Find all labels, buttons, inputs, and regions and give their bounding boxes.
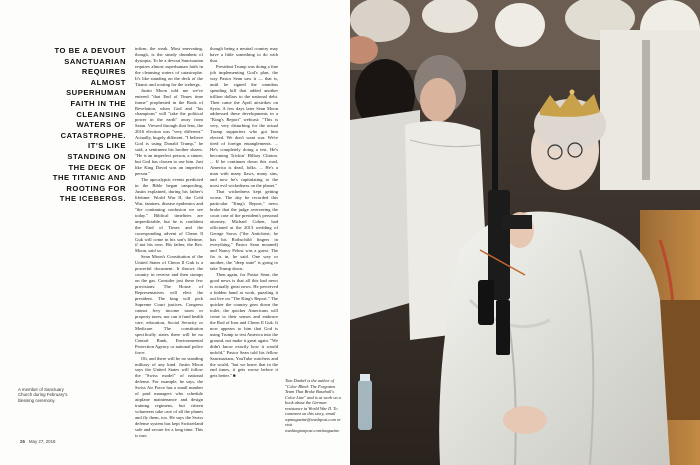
paragraph: Justin Moon told me we've entered "that End of Times time frame" prophesied in the Book of Revelation, when God and "his champions" will "take the political power in the earth" away from Satan. Viewed through that lens, the 2016 election was "very different." Actually, hugely different. "I believe God is using Donald Trump," he said, a sentiment his brother shares. "He is an imperfect person, a sinner, but God has chosen to use him. Just like King David was an imperfect person." bbox=[135, 87, 203, 177]
article-column-2 bbox=[210, 46, 278, 379]
paragraph: President Trump was doing a fine job implementing God's plan, the way Pastor Sean saw it — that is, until he signed the omnibus spending bill that added another trillion dollars to the national debt. Then came the April airstrikes on Syria. A few days later Sean Moon addressed these developments in a "King's Report" webcast: "This is very, very disturbing for the actual Trump supporters who got him elected. We don't want war. We're tired of foreign entanglements. ... He's completely doing a test. He's becoming Trickin' Hillary Clinton. ... If he continues down this road, America is dead, folks. ... He's a man with many flaws, many sins, and now he's capitulating to the most evil wickedness on the planet." bbox=[210, 63, 278, 188]
paragraph: The apocalyptic events predicted in the Bible began unspooling, Justin explained, during his father's lifetime: World War II, the Cold War, famines, disease epidemics and "the continuing confusion we see today." Biblical timelines are unpredictable, but he is confident the End of Times and the corresponding advent of Cheon Il Guk will come in his son's lifetime, if not his own. His father, the Rev. Moon, said so. bbox=[135, 176, 203, 254]
author-endnote: Tom Dunkel is the author of "Color Blind: The Forgotten Team That Broke Baseball's Color Line" and is at work on a book about the German resistance in World War II. To comment on this story, email wpmagazine@washpost.com or visit washingtonpost.com/magazine. bbox=[285, 378, 341, 433]
page-folio bbox=[20, 439, 56, 444]
water-bottle bbox=[358, 374, 372, 430]
paragraph: Sean Moon's Constitution of the United States of Cheon Il Guk is a powerful document. It throws the country in reverse and then stomps on the gas. Consider just these few provisions: The House of Representatives will elect the president. The king will pick Supreme Court justices. Congress cannot levy income taxes or property taxes; nor can it fund health care, education, Social Security or Medicare. The constitution specifically states there will be no Central Bank, Environmental Protection Agency or national police force. bbox=[135, 254, 203, 355]
issue-date: May 27, 2018 bbox=[28, 439, 56, 444]
pull-quote: TO BE A DEVOUT SANCTUARIAN REQUIRES ALMOST SUPERHUMAN FAITH IN THE CLEANSING WATERS OF CATASTROPHE. IT'S LIKE STANDING ON THE DECK OF THE TITANIC AND ROOTING FOR THE ICEBERGS. bbox=[52, 46, 126, 204]
paragraph: Oh, and there will be no standing military of any kind. Justin Moon says the United States will follow the "Swiss model" of national defense. For example, he says, the Swiss Air Force has a small number of paid managers who schedule airplane maintenance and design training regimens, but citizen volunteers take care of all the planes and fly them, too. He says the Swiss defense system has kept Switzerland safe and secure for a long time. This is true, bbox=[135, 355, 203, 438]
paragraph: infirm, the weak. Most enervating, though, is the steady drumbeat of dystopia. To be a devout Sanctuarian requires almost superhuman faith in the cleansing waters of catastrophe. It's like standing on the deck of the Titanic and rooting for the icebergs. bbox=[135, 46, 203, 87]
article-column-1 bbox=[135, 46, 203, 439]
page-number: 26 bbox=[20, 439, 25, 444]
photo-illustration bbox=[350, 0, 700, 465]
paragraph: though being a neutral country may have a little something to do with that. bbox=[210, 46, 278, 63]
feature-photo bbox=[350, 0, 700, 465]
paragraph: Then again, for Pastor Sean, the good news is that all this bad news is actually great news. He perceived a hidden hand at work, puzzling it out live on "The King's Report." The quicker the country goes down the toilet, the quicker Americans will come to their senses and embrace the Rod of Iron and Cheon Il Guk. It now appears to him that God is using Trump to test America into the ground, not make it great again. "We didn't know exactly how it would unfold," Pastor Sean told his fellow Sanctuarians, YouTube watchers and the world, "but we knew that in the end times, it gets worse before it gets better." ■ bbox=[210, 272, 278, 379]
photo-caption: A member of Sanctuary Church during February's blessing ceremony. bbox=[18, 387, 68, 403]
paragraph: That wickedness kept getting worse. The day he recorded this particular "King's Report," news broke that the judge overseeing the court case of the president's personal attorney, Michael Cohen, had officiated at the 2013 wedding of George Soros ("the Antichrist; he has his Rothschild fingers in everything," Pastor Sean moaned) and Nancy Pelosi was a guest. The fix is in, he said. One way or another, the "deep state" is going to take Trump down. bbox=[210, 188, 278, 272]
